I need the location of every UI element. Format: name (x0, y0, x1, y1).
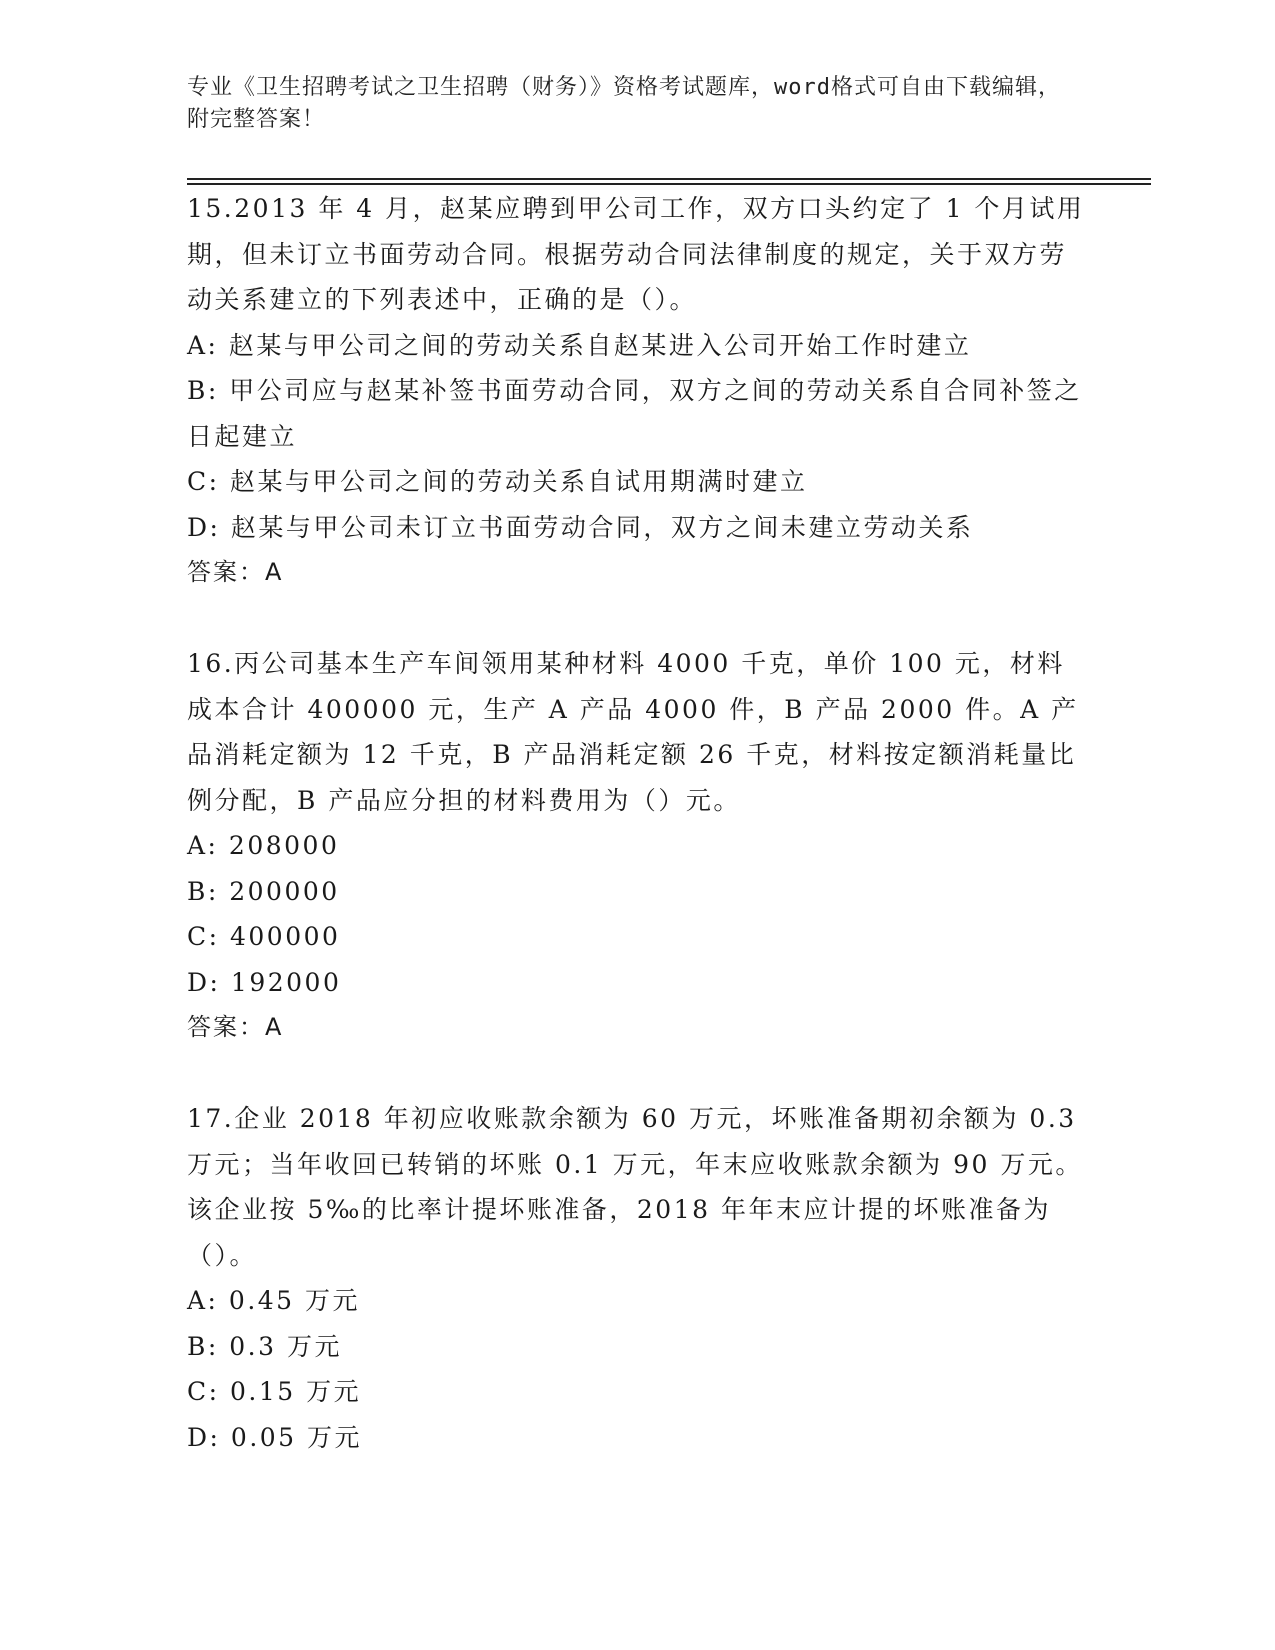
question-16 (187, 641, 1087, 1051)
question-stem: 17.企业 2018 年初应收账款余额为 60 万元，坏账准备期初余额为 0.3 万元；当年收回已转销的坏账 0.1 万元，年末应收账款余额为 90 万元。该企业按 5‰的比率计提坏账准备，2018 年年末应计提的坏账准备为（）。 (187, 1104, 1083, 1270)
question-spacer (187, 1051, 1087, 1097)
question-stem: 15.2013 年 4 月，赵某应聘到甲公司工作，双方口头约定了 1 个月试用期，但未订立书面劳动合同。根据劳动合同法律制度的规定，关于双方劳动关系建立的下列表述中，正确的是（）。 (187, 194, 1085, 314)
question-spacer (187, 596, 1087, 642)
option-d: D: 0.05 万元 (187, 1422, 363, 1452)
question-stem: 16.丙公司基本生产车间领用某种材料 4000 千克，单价 100 元，材料成本合计 400000 元，生产 A 产品 4000 件，B 产品 2000 件。A 产品消耗定额为 12 千克，B 产品消耗定额 26 千克，材料按定额消耗量比例分配，B 产品应分担的材料费用为（）元。 (187, 649, 1079, 815)
answer-line: 答案：A (187, 1013, 284, 1041)
document-header: 专业《卫生招聘考试之卫生招聘（财务）》资格考试题库，word格式可自由下载编辑，附完整答案！ (187, 75, 1061, 132)
option-c: C: 赵某与甲公司之间的劳动关系自试用期满时建立 (187, 467, 808, 496)
option-d: D: 192000 (187, 967, 342, 997)
header-divider (187, 178, 1151, 180)
option-d: D: 赵某与甲公司未订立书面劳动合同，双方之间未建立劳动关系 (187, 512, 974, 542)
option-a: A: 赵某与甲公司之间的劳动关系自赵某进入公司开始工作时建立 (187, 330, 972, 360)
option-c: C: 0.15 万元 (187, 1377, 362, 1406)
option-a: A: 0.45 万元 (187, 1286, 361, 1315)
question-17 (187, 1096, 1087, 1460)
option-b: B: 200000 (187, 876, 340, 906)
question-list (187, 186, 1087, 1460)
option-b: B: 0.3 万元 (187, 1331, 342, 1361)
option-a: A: 208000 (187, 831, 340, 860)
header-divider-secondary (187, 183, 1151, 185)
option-b: B: 甲公司应与赵某补签书面劳动合同，双方之间的劳动关系自合同补签之日起建立 (187, 376, 1082, 451)
question-15 (187, 186, 1087, 596)
option-c: C: 400000 (187, 922, 341, 951)
answer-line: 答案：A (187, 558, 284, 586)
